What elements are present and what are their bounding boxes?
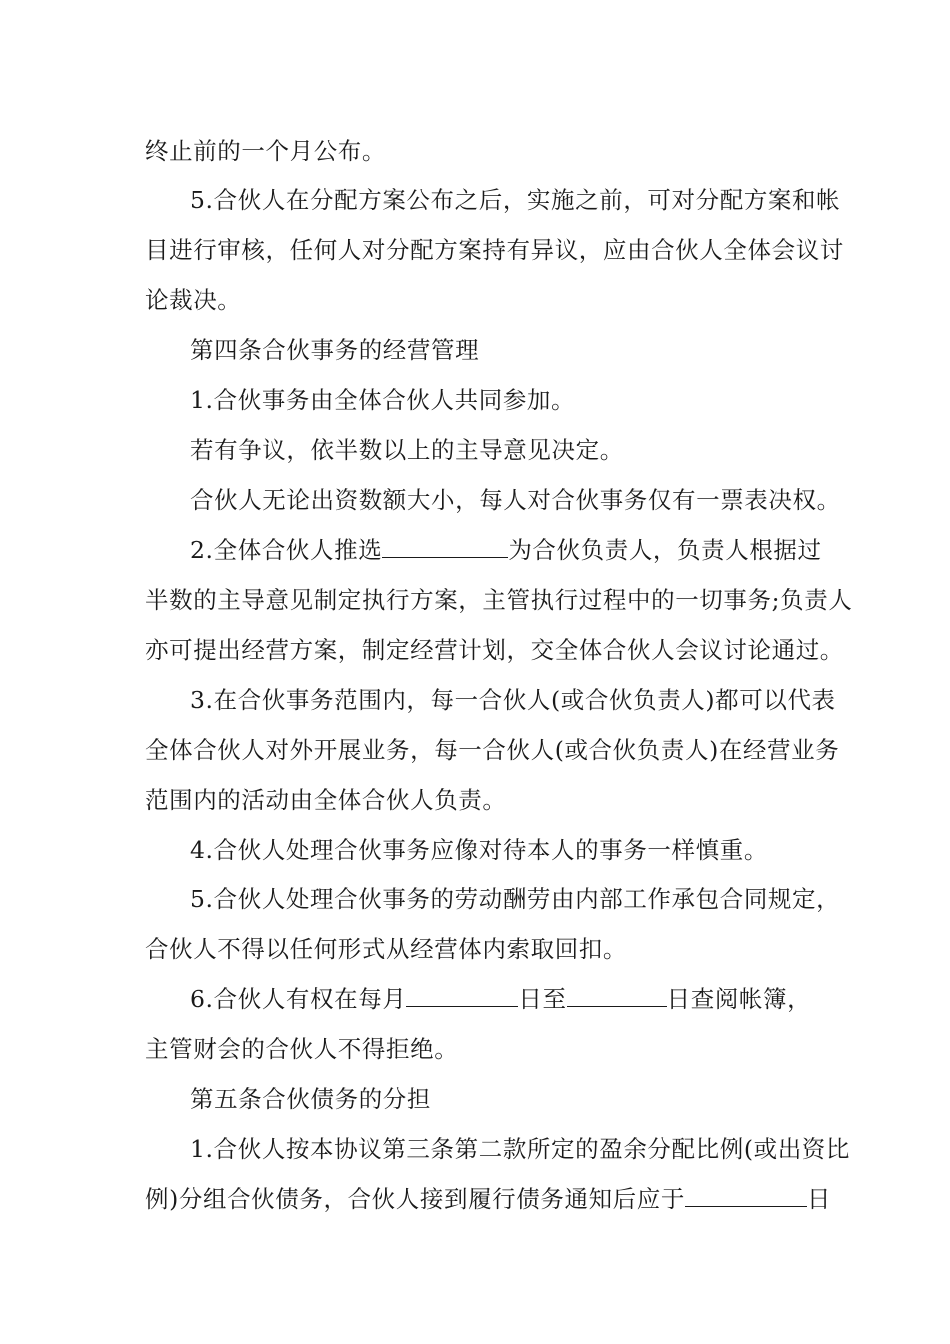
text-line: 5.合伙人在分配方案公布之后，实施之前，可对分配方案和帐 [190,186,841,214]
text-line: 3.在合伙事务范围内，每一合伙人(或合伙负责人)都可以代表 [190,686,836,714]
text-line: 主管财会的合伙人不得拒绝。 [145,1035,459,1063]
text-line [190,984,811,1014]
text-line: 半数的主导意见制定执行方案，主管执行过程中的一切事务;负责人 [145,586,853,614]
fill-in-blank [685,1184,807,1207]
section-heading: 第四条合伙事务的经营管理 [190,336,480,364]
text-segment: 日至 [518,985,567,1013]
text-segment: 为合伙负责人，负责人根据过 [508,536,822,564]
text-line: 若有争议，依半数以上的主导意见决定。 [190,436,624,464]
section-heading: 第五条合伙债务的分担 [190,1085,431,1113]
fill-in-blank [567,984,667,1007]
text-line [145,1184,831,1214]
text-segment: 日查阅帐簿， [666,985,812,1013]
text-line: 合伙人不得以任何形式从经营体内索取回扣。 [145,935,627,963]
text-segment: 例)分组合伙债务，合伙人接到履行债务通知后应于 [145,1185,685,1213]
fill-in-blank [382,535,508,558]
text-line: 终止前的一个月公布。 [145,137,386,165]
text-line [190,535,822,565]
text-line: 论裁决。 [145,286,242,314]
text-line: 1.合伙人按本协议第三条第二款所定的盈余分配比例(或出资比 [190,1135,850,1163]
text-line: 合伙人无论出资数额大小，每人对合伙事务仅有一票表决权。 [190,486,841,514]
fill-in-blank [406,984,518,1007]
text-line: 全体合伙人对外开展业务，每一合伙人(或合伙负责人)在经营业务 [145,736,840,764]
text-segment: 2.全体合伙人推选 [190,536,383,564]
text-line: 目进行审核，任何人对分配方案持有异议，应由合伙人全体会议讨 [145,236,844,264]
text-line: 亦可提出经营方案，制定经营计划，交全体合伙人会议讨论通过。 [145,636,844,664]
text-line: 4.合伙人处理合伙事务应像对待本人的事务一样慎重。 [190,836,768,864]
text-line: 1.合伙事务由全体合伙人共同参加。 [190,386,576,414]
text-line: 范围内的活动由全体合伙人负责。 [145,786,507,814]
text-segment: 日 [806,1185,832,1213]
text-line: 5.合伙人处理合伙事务的劳动酬劳由内部工作承包合同规定， [190,885,841,913]
text-segment: 6.合伙人有权在每月 [190,985,407,1013]
